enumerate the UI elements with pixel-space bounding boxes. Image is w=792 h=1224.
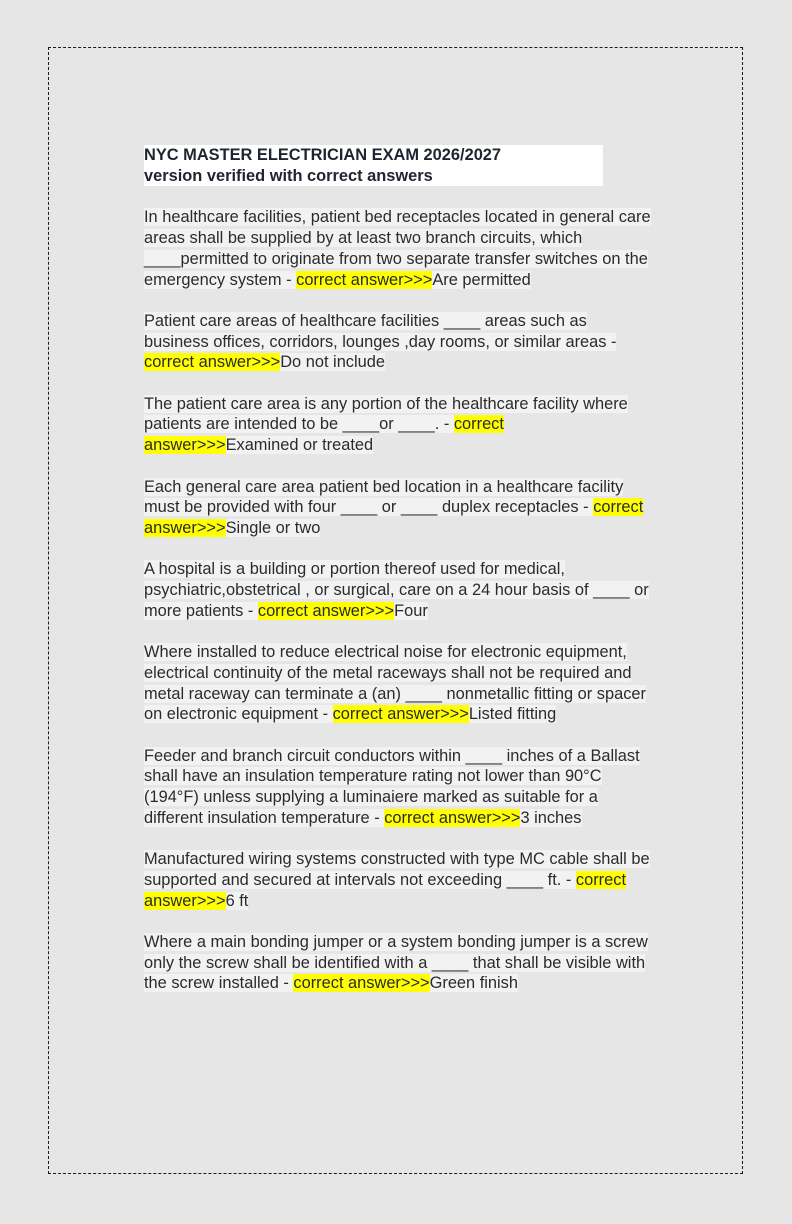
qa-item-3 — [144, 394, 654, 456]
answer-text: Examined or treated — [225, 436, 374, 455]
question-text: Where a main bonding jumper or a system bonding jumper is a screw only the screw shall be identified with a ____ that shall be visible with the screw installed - — [144, 932, 648, 993]
answer-text: Four — [394, 601, 428, 620]
answer-marker: correct answer>>> — [257, 601, 395, 620]
qa-item-4 — [144, 477, 654, 539]
qa-item-2 — [144, 311, 654, 373]
answer-marker: correct answer>>> — [144, 870, 626, 910]
question-text: Manufactured wiring systems constructed with type MC cable shall be supported and secured at intervals not exceeding ____ ft. - — [144, 850, 650, 889]
qa-item-5 — [144, 559, 654, 621]
answer-text: 6 ft — [225, 891, 249, 910]
answer-marker: correct answer>>> — [144, 498, 644, 537]
question-text: Patient care areas of healthcare facilities ____ areas such as business offices, corridors, lounges ,day rooms, or similar areas - — [144, 311, 617, 351]
question-text: Feeder and branch circuit conductors within ____ inches of a Ballast shall have an insulation temperature rating not lower than 90°C (194°F) unless supplying a luminaiere marked as suitable for a different insulation temperature - — [144, 746, 640, 827]
question-text: In healthcare facilities, patient bed receptacles located in general care areas shall be supplied by at least two branch circuits, which ____permitted to originate from two separate transfer switches on the emergency system - — [144, 208, 651, 289]
document-content — [144, 145, 654, 1015]
answer-text: Do not include — [280, 353, 385, 372]
answer-marker: correct answer>>> — [293, 974, 430, 993]
answer-text: Green finish — [429, 974, 518, 993]
qa-item-6 — [144, 642, 654, 725]
question-text: Where installed to reduce electrical noise for electronic equipment, electrical continuity of the metal raceways shall not be required and metal raceway can terminate a (an) ____ nonmetallic fitting or spacer on electronic equipment - — [144, 643, 646, 724]
answer-text: Are permitted — [432, 270, 531, 289]
answer-text: Single or two — [225, 518, 321, 537]
document-title — [144, 145, 603, 186]
answer-marker: correct answer>>> — [296, 270, 433, 289]
question-text: A hospital is a building or portion thereof used for medical, psychiatric,obstetrical , or surgical, care on a 24 hour basis of ____ or more patients - — [144, 560, 649, 620]
question-text: Each general care area patient bed location in a healthcare facility must be provided with four ____ or ____ duplex receptacles - — [144, 477, 624, 517]
qa-item-9 — [144, 932, 654, 994]
answer-text: Listed fitting — [468, 705, 557, 724]
title-line-1: NYC MASTER ELECTRICIAN EXAM 2026/2027 — [144, 146, 502, 164]
qa-item-7 — [144, 746, 654, 829]
answer-text: 3 inches — [520, 808, 582, 827]
question-text: The patient care area is any portion of the healthcare facility where patients are intended to be ____or ____. - — [144, 394, 628, 434]
answer-marker: correct answer>>> — [144, 353, 281, 372]
qa-item-8 — [144, 849, 654, 911]
title-line-2: version verified with correct answers — [144, 166, 433, 185]
answer-marker: correct answer>>> — [144, 415, 504, 455]
qa-item-1 — [144, 207, 654, 290]
answer-marker: correct answer>>> — [384, 808, 521, 827]
answer-marker: correct answer>>> — [332, 705, 469, 724]
